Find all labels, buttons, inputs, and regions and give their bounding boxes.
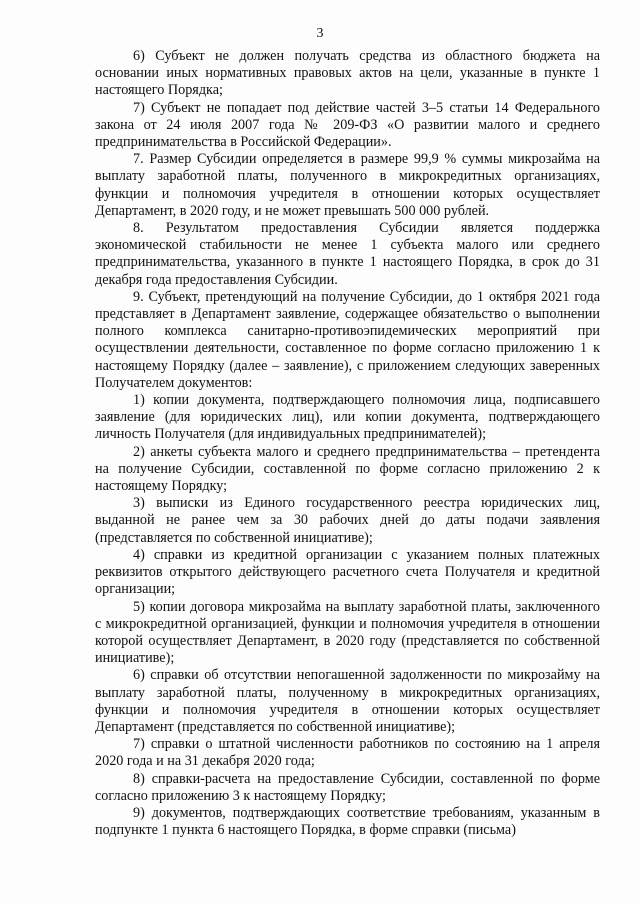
list-item: 3) выписки из Единого государственного реестра юридических лиц, выданной не ранее чем за 30 рабочих дней до даты подачи заявления (представляется по собственной инициативе); <box>95 495 600 546</box>
paragraph: 7) Субъект не попадает под действие частей 3–5 статьи 14 Федерального закона от 24 июля 2007 года № 209-ФЗ «О развитии малого и среднего предпринимательства в Российской Федерации». <box>95 99 600 151</box>
list-item: 8) справки-расчета на предоставление Субсидии, составленной по форме согласно приложению 3 к настоящему Порядку; <box>95 770 600 804</box>
paragraph: 7. Размер Субсидии определяется в размере 99,9 % суммы микрозайма на выплату заработной платы, полученного в микрокредитных организациях, функции и полномочия учредителя в отношении которых осуществляет Департамент, в 2020 году, и не может превышать 500 000 рублей. <box>95 151 600 219</box>
list-item: 1) копии документа, подтверждающего полномочия лица, подписавшего заявление (для юридических лиц), или копии документа, подтверждающего личность Получателя (для индивидуальных предпринимателей); <box>95 392 600 443</box>
list-item: 7) справки о штатной численности работников по состоянию на 1 апреля 2020 года и на 31 декабря 2020 года; <box>95 736 600 770</box>
list-item: 4) справки из кредитной организации с указанием полных платежных реквизитов открытого действующего расчетного счета Получателя и кредитной организации; <box>95 546 600 598</box>
paragraph: 6) Субъект не должен получать средства из областного бюджета на основании иных нормативных правовых актов на цели, указанные в пункте 1 настоящего Порядка; <box>95 48 600 99</box>
document-body <box>95 48 600 839</box>
page-number: 3 <box>316 26 324 41</box>
list-item: 5) копии договора микрозайма на выплату заработной платы, заключенного с микрокредитной организацией, функции и полномочия учредителя в отношении которой осуществляет Департамент, в 2020 году (представляется по собственной инициативе); <box>95 598 600 667</box>
paragraph: 9. Субъект, претендующий на получение Субсидии, до 1 октября 2021 года представляет в Департамент заявление, содержащее обязательство о выполнении полного комплекса санитарно-противоэпидемических мероприятий при осуществлении деятельности, составленное по форме согласно приложению 1 к настоящему Порядку (далее – заявление), с приложением следующих заверенных Получателем документов: <box>95 288 600 391</box>
list-item: 6) справки об отсутствии непогашенной задолженности по микрозайму на выплату заработной платы, полученному в микрокредитных организациях, функции и полномочия учредителя в отношении которых осуществляет Департамент (представляется по собственной инициативе); <box>95 667 600 735</box>
paragraph: 8. Результатом предоставления Субсидии является поддержка экономической стабильности не менее 1 субъекта малого или среднего предпринимательства, указанного в пункте 1 настоящего Порядка, в срок до 31 декабря года предоставления Субсидии. <box>95 220 600 288</box>
list-item: 2) анкеты субъекта малого и среднего предпринимательства – претендента на получение Субсидии, составленной по форме согласно приложению 2 к настоящему Порядку; <box>95 443 600 495</box>
list-item: 9) документов, подтверждающих соответствие требованиям, указанным в подпункте 1 пункта 6 настоящего Порядка, в форме справки (письма) <box>95 804 600 839</box>
